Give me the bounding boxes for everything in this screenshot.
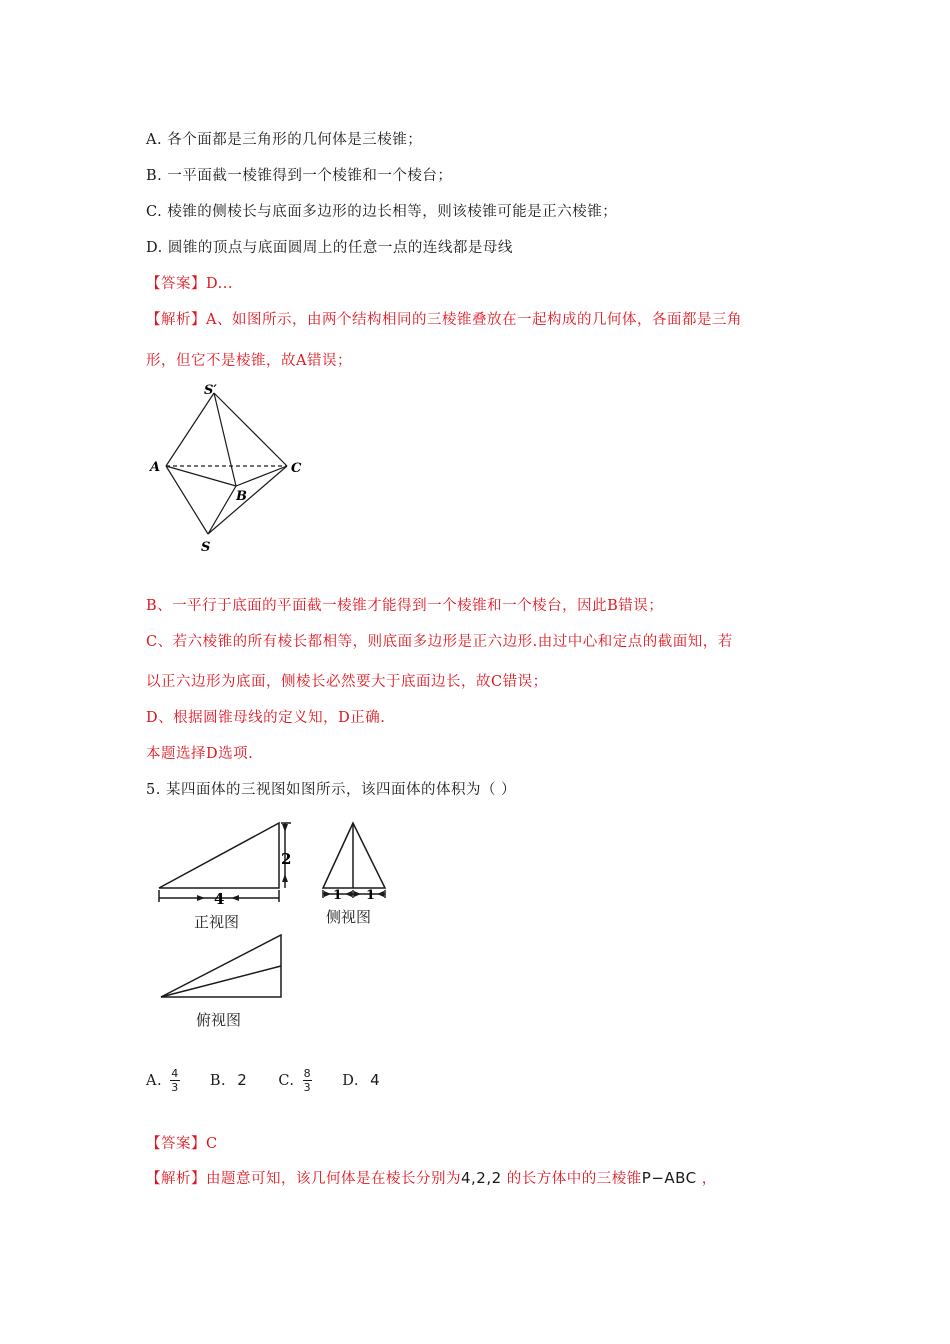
- option-a-denominator: 3: [171, 1081, 179, 1094]
- option-a-fraction: [170, 1068, 180, 1094]
- answer-value: D...: [206, 276, 233, 292]
- option-d-value: 4: [370, 1071, 381, 1089]
- option-a: A. 各个面都是三角形的几何体是三棱锥；: [146, 132, 423, 148]
- side-view-figure: [315, 818, 395, 906]
- option-d-label: D.: [342, 1073, 359, 1089]
- option-c-label: C.: [278, 1073, 295, 1089]
- front-view-figure: [155, 818, 300, 906]
- label-s-prime: S′: [204, 383, 217, 398]
- top-view-label: 俯视图: [196, 1011, 242, 1029]
- top-view-inner-line: [161, 966, 281, 997]
- analysis-d: D、根据圆锥母线的定义知，D正确.: [146, 710, 386, 726]
- option-d: D. 圆锥的顶点与底面圆周上的任意一点的连线都是母线: [146, 240, 513, 256]
- q5-answer-line: [146, 1132, 218, 1153]
- label-s: S: [201, 540, 211, 555]
- option-b-label: B.: [209, 1073, 227, 1089]
- front-view-triangle: [159, 823, 279, 888]
- front-view-label: 正视图: [194, 913, 240, 931]
- front-arrow-3: [282, 824, 288, 832]
- q5-options: [146, 1068, 380, 1094]
- question-5-stem: 5. 某四面体的三视图如图所示，该四面体的体积为（ ）: [146, 782, 517, 798]
- label-b: B: [236, 489, 247, 504]
- q5-analysis-text-2: 的长方体中的三棱锥: [501, 1171, 642, 1187]
- top-view-figure: [155, 930, 290, 1002]
- option-c-denominator: 3: [303, 1081, 312, 1094]
- side-dim-left: 1: [333, 888, 343, 903]
- edge-s1-b: [214, 393, 236, 486]
- analysis-line-2: 形，但它不是棱锥，故A错误；: [146, 353, 352, 369]
- front-arrow-4: [282, 874, 288, 882]
- option-c-fraction: [303, 1068, 313, 1094]
- edge-b-s: [208, 486, 236, 534]
- side-view-triangle: [323, 823, 385, 888]
- label-a: A: [150, 460, 161, 475]
- analysis-tag: 【解析】: [146, 312, 206, 328]
- option-c-numerator: 8: [303, 1067, 312, 1080]
- front-dim-height: 2: [281, 850, 292, 868]
- option-b-value: 2: [237, 1071, 248, 1089]
- analysis-b: B、一平行于底面的平面截一棱锥才能得到一个棱锥和一个棱台，因此B错误；: [146, 598, 664, 614]
- q5-analysis-end: ，: [696, 1171, 717, 1187]
- bipyramid-figure: [146, 378, 316, 558]
- q5-analysis-text: 由题意可知，该几何体是在棱长分别为: [206, 1171, 461, 1187]
- front-dim-width: 4: [214, 890, 225, 906]
- top-view-triangle: [161, 935, 281, 997]
- q5-analysis-line: [146, 1167, 717, 1188]
- side-arrow-1: [324, 891, 331, 897]
- analysis-line-1: [146, 308, 742, 329]
- front-arrow-2: [231, 895, 239, 901]
- side-dim-right: 1: [366, 888, 376, 903]
- label-c: C: [291, 461, 302, 476]
- q5-analysis-dims: 4,2,2: [461, 1169, 502, 1187]
- edge-s1-c: [214, 393, 287, 466]
- front-arrow-1: [197, 895, 205, 901]
- q5-answer-value: C: [206, 1136, 218, 1152]
- answer-line: [146, 272, 233, 293]
- edge-c-b: [236, 466, 287, 486]
- analysis-text-1: A、如图所示，由两个结构相同的三棱锥叠放在一起构成的几何体，各面都是三角: [206, 312, 742, 328]
- edge-s1-a: [166, 393, 214, 466]
- q5-answer-tag: 【答案】: [146, 1136, 206, 1152]
- edge-c-s: [208, 466, 287, 534]
- side-arrow-3: [354, 891, 361, 897]
- side-arrow-4: [377, 891, 384, 897]
- q5-analysis-pyramid: P−ABC: [641, 1169, 697, 1187]
- q5-analysis-tag: 【解析】: [146, 1171, 206, 1187]
- analysis-c-2: 以正六边形为底面，侧棱长必然要大于底面边长，故C错误；: [146, 674, 548, 690]
- option-a-numerator: 4: [171, 1067, 179, 1080]
- option-b: B. 一平面截一棱锥得到一个棱锥和一个棱台；: [146, 168, 453, 184]
- answer-tag: 【答案】: [146, 276, 206, 292]
- conclusion: 本题选择D选项.: [146, 746, 254, 762]
- option-a-label: A.: [146, 1073, 163, 1089]
- option-c: C. 棱锥的侧棱长与底面多边形的边长相等，则该棱锥可能是正六棱锥；: [146, 204, 618, 220]
- side-view-label: 侧视图: [326, 908, 372, 926]
- side-arrow-2: [345, 891, 352, 897]
- analysis-c-1: C、若六棱锥的所有棱长都相等，则底面多边形是正六边形.由过中心和定点的截面知，若: [146, 634, 733, 650]
